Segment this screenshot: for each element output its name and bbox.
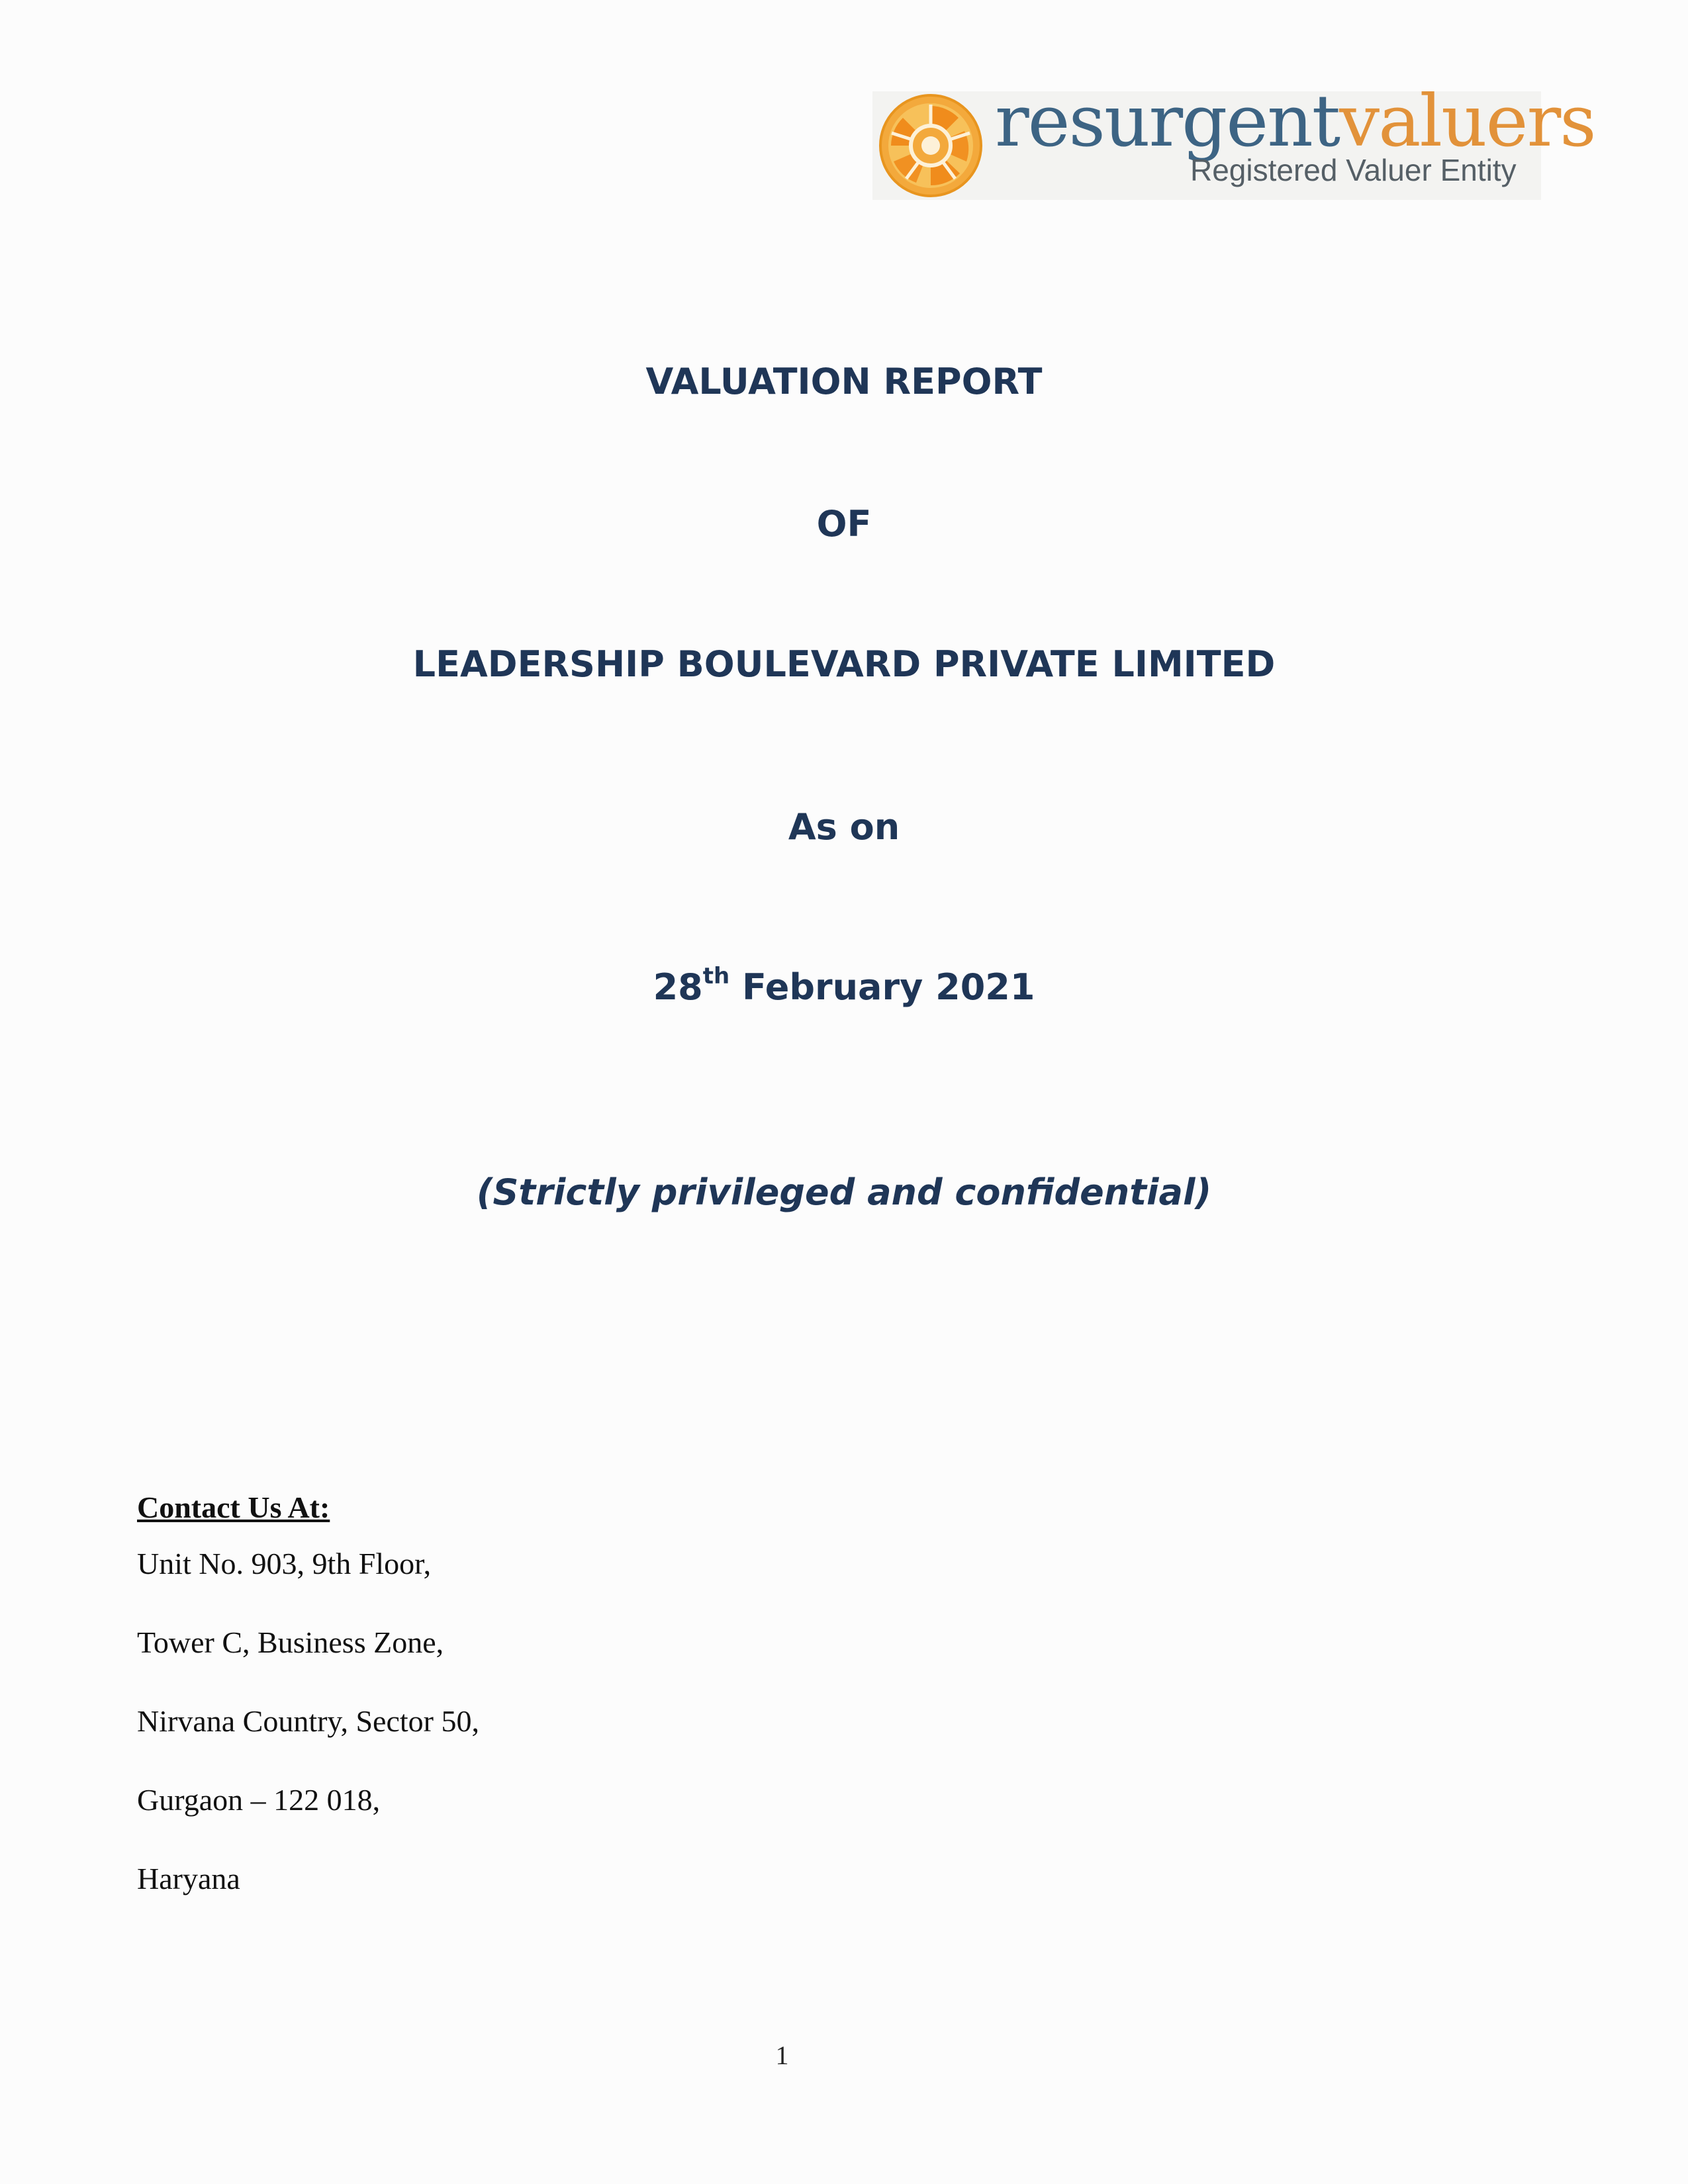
- date-ordinal-suffix: th: [702, 963, 730, 989]
- logo-wordmark: [995, 80, 1595, 163]
- date-month-year: February 2021: [729, 966, 1035, 1008]
- logo-brand-part1: resurgent: [995, 80, 1340, 163]
- as-on-label: As on: [788, 806, 900, 848]
- address-line: Gurgaon – 122 018,: [137, 1783, 381, 1817]
- logo-tagline: Registered Valuer Entity: [1190, 153, 1517, 187]
- page-number: 1: [775, 2040, 789, 2070]
- contact-heading: Contact Us At:: [137, 1490, 330, 1524]
- report-title-of: OF: [816, 503, 872, 545]
- orange-slice-icon: [878, 93, 984, 199]
- company-logo: [872, 80, 1595, 200]
- date-day: 28: [653, 966, 703, 1008]
- address-line: Unit No. 903, 9th Floor,: [137, 1547, 432, 1580]
- report-title: VALUATION REPORT: [645, 361, 1043, 402]
- confidentiality-note: (Strictly privileged and confidential): [476, 1171, 1212, 1213]
- address-line: Nirvana Country, Sector 50,: [137, 1704, 479, 1738]
- company-name: LEADERSHIP BOULEVARD PRIVATE LIMITED: [412, 643, 1276, 685]
- address-line: Haryana: [137, 1862, 240, 1895]
- valuation-date: [0, 963, 1688, 1009]
- address-line: Tower C, Business Zone,: [137, 1625, 444, 1659]
- logo-brand-part2: valuers: [1339, 80, 1595, 163]
